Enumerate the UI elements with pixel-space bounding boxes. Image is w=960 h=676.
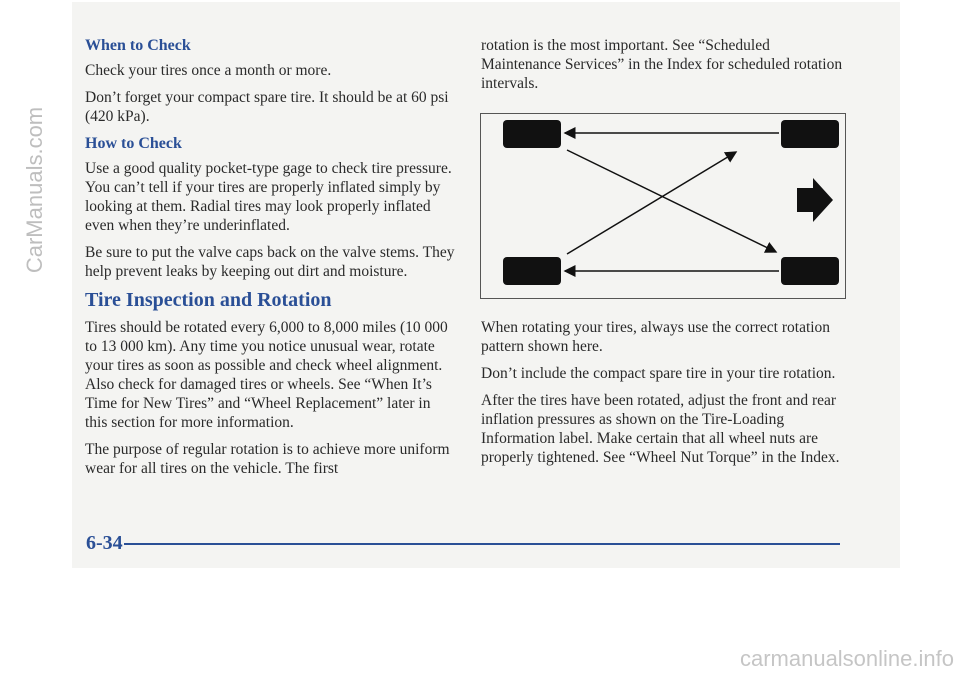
forward-direction-arrow [797, 178, 833, 222]
when-paragraph-2: Don’t forget your compact spare tire. It should be at 60 psi (420 kPa). [85, 89, 449, 125]
bottom-watermark[interactable]: carmanualsonline.info [739, 646, 954, 671]
how-to-check-heading: How to Check [85, 135, 182, 152]
after-rotation-paragraph: After the tires have been rotated, adjust the front and rear inflation pressures as shown on the Tire-Loading Information label. Make certain that all wheel nuts are properly tightened. See “Wheel Nut Torque” in the Index. [481, 392, 840, 466]
how-paragraph-2: Be sure to put the valve caps back on the valve stems. They help prevent leaks by keeping out dirt and moisture. [85, 244, 455, 280]
when-to-check-heading: When to Check [85, 37, 191, 54]
side-watermark: CarManuals.com [22, 106, 47, 274]
pattern-paragraph: When rotating your tires, always use the correct rotation pattern shown here. [481, 319, 831, 355]
right-column-top [481, 36, 851, 101]
rotation-pattern-diagram [480, 113, 846, 299]
when-paragraph-1: Check your tires once a month or more. [85, 62, 332, 79]
front-right-tire [781, 120, 839, 148]
rear-right-tire [781, 257, 839, 285]
cross-arrow-down [567, 150, 776, 252]
right-column-bottom [481, 318, 851, 475]
left-column [85, 36, 455, 486]
front-left-tire [503, 120, 561, 148]
rotation-section-heading: Tire Inspection and Rotation [85, 289, 332, 311]
how-paragraph-1: Use a good quality pocket-type gage to check tire pressure. You can’t tell if your tires are properly inflated simply by looking at them. Radial tires may look properly inflated even when they’re underinflated. [85, 160, 452, 234]
rotation-continued-paragraph: rotation is the most important. See “Scheduled Maintenance Services” in the Index for scheduled rotation intervals. [481, 37, 843, 92]
cross-arrow-up [567, 152, 736, 254]
rotation-paragraph-2: The purpose of regular rotation is to achieve more uniform wear for all tires on the vehicle. The first [85, 441, 450, 477]
rotation-diagram-svg [481, 114, 845, 298]
rear-left-tire [503, 257, 561, 285]
footer-rule [124, 543, 840, 545]
page-number: 6-34 [86, 532, 123, 554]
rotation-paragraph-1: Tires should be rotated every 6,000 to 8,000 miles (10 000 to 13 000 km). Any time you notice unusual wear, rotate your tires as soon as possible and check wheel alignment. Also check for damaged tires or wheels. See “When It’s Time for New Tires” and “Wheel Replacement” later in this section for more information. [85, 319, 448, 431]
spare-paragraph: Don’t include the compact spare tire in your tire rotation. [481, 365, 836, 382]
